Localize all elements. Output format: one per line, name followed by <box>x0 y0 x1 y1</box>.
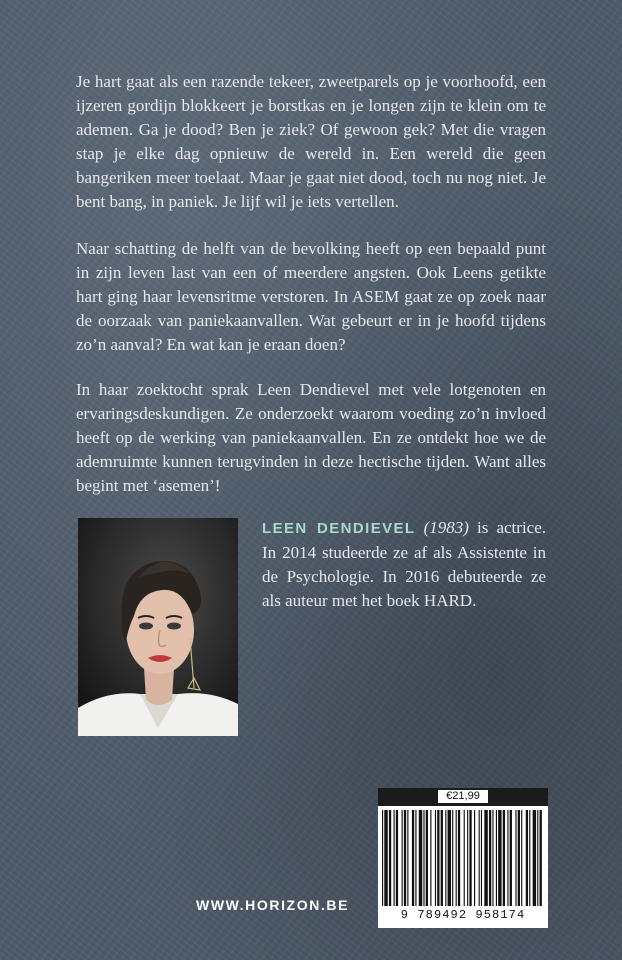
barcode-stripe <box>402 810 403 906</box>
barcode-stripe <box>452 810 453 906</box>
barcode-stripe <box>456 810 457 906</box>
author-portrait-illustration <box>78 518 238 736</box>
barcode-stripe <box>423 810 424 906</box>
barcode-stripe <box>412 810 414 906</box>
barcode-stripe <box>540 810 542 906</box>
barcode-stripe <box>389 810 391 906</box>
author-photo <box>78 518 238 736</box>
publisher-website[interactable]: WWW.HORIZON.BE <box>196 897 350 913</box>
barcode-stripe <box>507 810 508 906</box>
blurb-paragraph-1: Je hart gaat als een razende tekeer, zweetparels op je voorhoofd, een ijzeren gordijn blokkeert je borstkas en je longen zijn te klein om te ademen. Ga je dood? Ben je ziek? Of gewoon gek? Met die vragen stap je elke dag opnieuw de wereld in. Een wereld die geen bangeriken meer toelaat. Maar je gaat niet dood, toch nu nog niet. Je bent bang, in paniek. Je lijf wil je iets vertellen. <box>76 72 546 211</box>
author-name: LEEN DENDIEVEL <box>262 520 416 537</box>
barcode-stripe <box>404 810 406 906</box>
price-label: €21,99 <box>438 790 488 803</box>
barcode-stripe <box>526 810 528 906</box>
barcode-stripe <box>415 810 416 906</box>
barcode-stripe <box>533 810 536 906</box>
author-bio-text: is actrice. In 2014 studeerde ze af als Assistente in de Psychologie. In 2016 debuteerde ze als auteur met het boek HARD. <box>262 518 547 610</box>
barcode-stripe <box>510 810 512 906</box>
barcode-stripe <box>479 810 480 906</box>
barcode-stripe <box>448 810 451 906</box>
author-bio <box>262 516 546 613</box>
barcode-stripe <box>419 810 422 906</box>
barcode-stripe <box>498 810 501 906</box>
barcode-stripe <box>435 810 436 906</box>
barcode-stripe <box>518 810 520 906</box>
author-birth-year: (1983) <box>423 518 469 537</box>
barcode-stripe <box>496 810 497 906</box>
barcode-stripe <box>426 810 428 906</box>
barcode-stripe <box>481 810 482 906</box>
barcode-stripe <box>474 810 475 906</box>
barcode-stripe <box>394 810 395 906</box>
barcode-stripe <box>537 810 538 906</box>
barcode-stripe <box>484 810 487 906</box>
barcode-stripe <box>503 810 505 906</box>
barcode-stripe <box>515 810 516 906</box>
barcode-stripe <box>384 810 387 906</box>
barcode-stripe <box>382 810 383 906</box>
blurb-paragraph-2: Naar schatting de helft van de bevolking heeft op een bepaald punt in zijn leven last van een of meerdere angsten. Ook Leens getikte hart ging haar levensritme verstoren. In ASEM gaat ze op zoek naar de oorzaak van paniekaanvallen. Wat gebeurt er in je hoofd tijdens zo’n aanval? En wat kan je eraan doen? <box>76 239 546 354</box>
barcode-stripe <box>529 810 530 906</box>
barcode-stripe <box>441 810 443 906</box>
price-bar <box>378 788 548 806</box>
barcode-stripe <box>489 810 491 906</box>
isbn-number: 9 789492 958174 <box>400 908 526 922</box>
barcode-stripe <box>430 810 431 906</box>
barcode-stripe <box>445 810 446 906</box>
barcode-stripe <box>464 810 465 906</box>
barcode-stripe <box>492 810 493 906</box>
barcode-stripe <box>521 810 522 906</box>
barcode-stripe <box>396 810 398 906</box>
blurb-paragraph-3: In haar zoektocht sprak Leen Dendievel met vele lotgenoten en ervaringsdeskundigen. Ze onderzoekt waarom voeding zo’n invloed heeft op de werking van paniekaanvallen. En ze ontdekt hoe we de ademruimte kunnen terugvinden in deze hectische tijden. Want alles begint met ‘asemen’! <box>76 380 546 495</box>
barcode-panel <box>378 788 548 928</box>
barcode-stripe <box>467 810 468 906</box>
barcode-stripe <box>437 810 439 906</box>
barcode-stripe <box>469 810 471 906</box>
barcode-stripe <box>407 810 408 906</box>
barcode-stripe <box>458 810 460 906</box>
barcode-bars <box>382 810 544 906</box>
